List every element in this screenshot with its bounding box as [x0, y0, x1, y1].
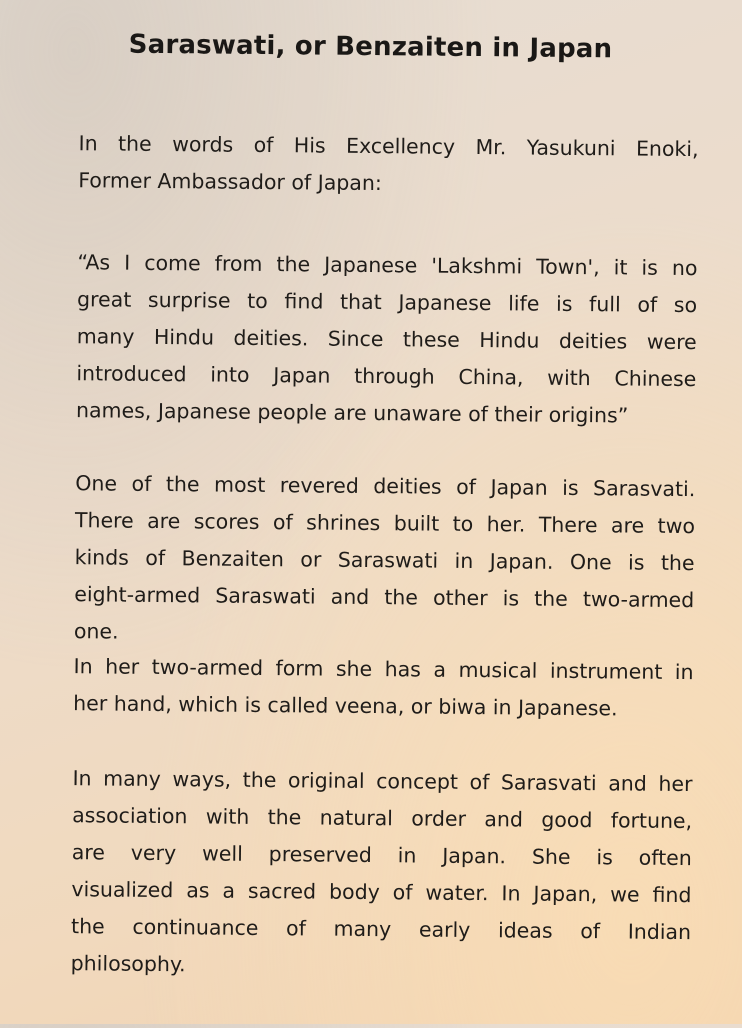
text-line: In the words of His Excellency Mr. Yasukuni Enoki, — [78, 131, 699, 162]
text-line: her hand, which is called veena, or biwa in Japanese. — [73, 691, 618, 721]
text-line: great surprise to find that Japanese life is full of so — [76, 287, 698, 318]
text-line: kinds of Benzaiten or Saraswati in Japan. One is the — [74, 545, 695, 576]
text-line: many Hindu deities. Since these Hindu deities were — [76, 324, 697, 355]
text-line: philosophy. — [70, 951, 186, 977]
text-line: one. — [73, 619, 119, 644]
concept-paragraph — [71, 760, 693, 988]
text-line: the continuance of many early ideas of Indian — [70, 914, 692, 945]
quote-paragraph — [76, 244, 698, 435]
text-line: “As I come from the Japanese 'Lakshmi Town', it is no — [77, 250, 698, 281]
text-line: Former Ambassador of Japan: — [78, 168, 382, 196]
page-title: Saraswati, or Benzaiten in Japan — [128, 29, 613, 65]
text-line: introduced into Japan through China, with Chinese — [76, 361, 697, 392]
text-line: visualized as a sacred body of water. In Japan, we find — [71, 877, 692, 908]
text-line: association with the natural order and good fortune, — [72, 803, 693, 834]
text-line: In many ways, the original concept of Sarasvati and her — [72, 766, 693, 797]
revered-paragraph — [74, 465, 696, 656]
text-line: In her two-armed form she has a musical instrument in — [73, 654, 694, 685]
two-armed-paragraph — [73, 648, 694, 728]
text-line: are very well preserved in Japan. She is often — [71, 840, 692, 871]
text-line: names, Japanese people are unaware of their origins” — [75, 398, 629, 428]
text-line: There are scores of shrines built to her. There are two — [74, 508, 696, 539]
text-line: One of the most revered deities of Japan is Sarasvati. — [75, 471, 696, 502]
intro-paragraph — [78, 125, 699, 205]
text-line: eight-armed Saraswati and the other is the two-armed — [74, 582, 695, 613]
